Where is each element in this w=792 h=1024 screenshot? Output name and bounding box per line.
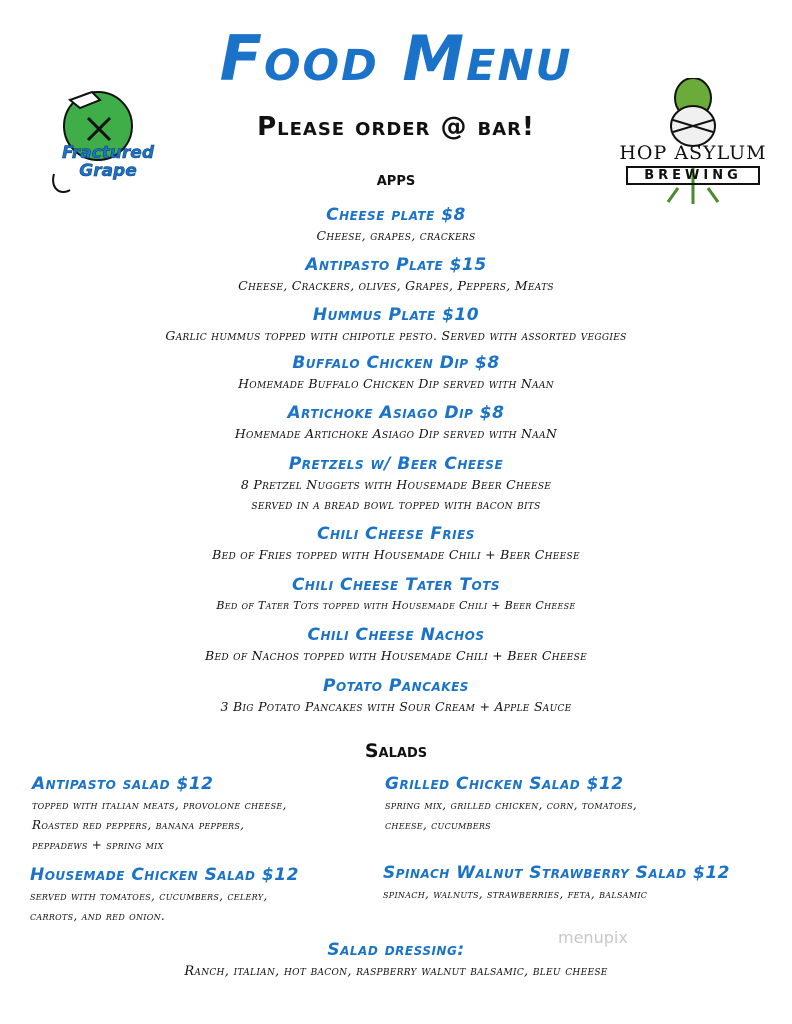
salad-item bbox=[30, 864, 390, 926]
app-item bbox=[0, 204, 792, 246]
app-item-name: Chili Cheese Nachos bbox=[307, 625, 485, 645]
app-item-desc: Bed of Nachos topped with Housemade Chili + Beer Cheese bbox=[205, 648, 587, 663]
app-item-desc: 8 Pretzel Nuggets with Housemade Beer Cheese bbox=[240, 477, 552, 492]
salad-item-desc: served with tomatoes, cucumbers, celery, bbox=[30, 889, 268, 903]
hop-asylum-logo-line1: HOP ASYLUM bbox=[619, 142, 767, 164]
app-item-desc-line2: served in a bread bowl topped with bacon bits bbox=[251, 497, 541, 512]
app-item-desc: Cheese, Crackers, olives, Grapes, Peppers, Meats bbox=[238, 278, 554, 293]
hop-asylum-logo-line2: BREWING bbox=[626, 166, 760, 185]
salads-heading: Salads bbox=[364, 740, 428, 762]
fractured-grape-logo-text: Fractured Grape bbox=[62, 143, 154, 181]
app-item bbox=[0, 523, 792, 565]
salad-item bbox=[383, 862, 783, 904]
app-item bbox=[0, 254, 792, 296]
app-item-desc: Bed of Tater Tots topped with Housemade Chili + Beer Cheese bbox=[216, 599, 576, 612]
salad-item-desc: spinach, walnuts, strawberries, feta, balsamic bbox=[383, 887, 648, 901]
salad-item bbox=[385, 773, 745, 835]
app-item bbox=[0, 624, 792, 666]
app-item-name: Antipasto Plate $15 bbox=[305, 255, 487, 275]
salad-item-desc: topped with italian meats, provolone cheese, bbox=[32, 798, 287, 812]
app-item-name: Artichoke Asiago Dip $8 bbox=[287, 403, 505, 423]
app-item-desc: 3 Big Potato Pancakes with Sour Cream + Apple Sauce bbox=[220, 699, 572, 714]
app-item bbox=[0, 675, 792, 717]
menupix-watermark: menupix bbox=[558, 928, 628, 947]
app-item-name: Hummus Plate $10 bbox=[312, 305, 480, 325]
menu-subtitle: Please order @ bar! bbox=[257, 112, 535, 142]
salad-item-desc: carrots, and red onion. bbox=[30, 909, 166, 923]
menu-title: Food Menu bbox=[219, 22, 573, 95]
salad-dressing-title: Salad dressing: bbox=[327, 940, 465, 960]
app-item-desc: Homemade Buffalo Chicken Dip served with Naan bbox=[238, 376, 554, 391]
salad-dressing-list: Ranch, italian, hot bacon, raspberry walnut balsamic, bleu cheese bbox=[184, 964, 608, 979]
app-item-name: Chili Cheese Tater Tots bbox=[291, 575, 501, 595]
app-item-name: Pretzels w/ Beer Cheese bbox=[288, 454, 504, 474]
app-item-name: Buffalo Chicken Dip $8 bbox=[292, 353, 500, 373]
app-item bbox=[0, 402, 792, 444]
app-item-desc: Cheese, grapes, crackers bbox=[316, 228, 476, 243]
salad-item-name: Housemade Chicken Salad $12 bbox=[30, 865, 299, 885]
app-item bbox=[0, 352, 792, 394]
salad-item-desc: cheese, cucumbers bbox=[385, 818, 491, 832]
app-item-name: Chili Cheese Fries bbox=[317, 524, 475, 544]
app-item-desc: Garlic hummus topped with chipotle pesto. Served with assorted veggies bbox=[165, 328, 627, 343]
salad-item-name: Grilled Chicken Salad $12 bbox=[385, 774, 624, 794]
app-item-name: Cheese plate $8 bbox=[326, 205, 466, 225]
app-item-desc: Bed of Fries topped with Housemade Chili + Beer Cheese bbox=[212, 547, 580, 562]
app-item bbox=[0, 453, 792, 515]
salad-item-name: Spinach Walnut Strawberry Salad $12 bbox=[383, 863, 731, 883]
salad-item-desc: Roasted red peppers, banana peppers, bbox=[32, 818, 245, 832]
app-item-desc: Homemade Artichoke Asiago Dip served with NaaN bbox=[234, 426, 558, 441]
salad-item bbox=[32, 773, 392, 855]
salad-item-desc: spring mix, grilled chicken, corn, tomatoes, bbox=[385, 798, 638, 812]
app-item bbox=[0, 304, 792, 346]
salad-item-name: Antipasto salad $12 bbox=[32, 774, 214, 794]
apps-heading: apps bbox=[376, 168, 416, 190]
salad-item-desc: peppadews + spring mix bbox=[32, 838, 164, 852]
app-item-name: Potato Pancakes bbox=[323, 676, 469, 696]
app-item bbox=[0, 574, 792, 616]
